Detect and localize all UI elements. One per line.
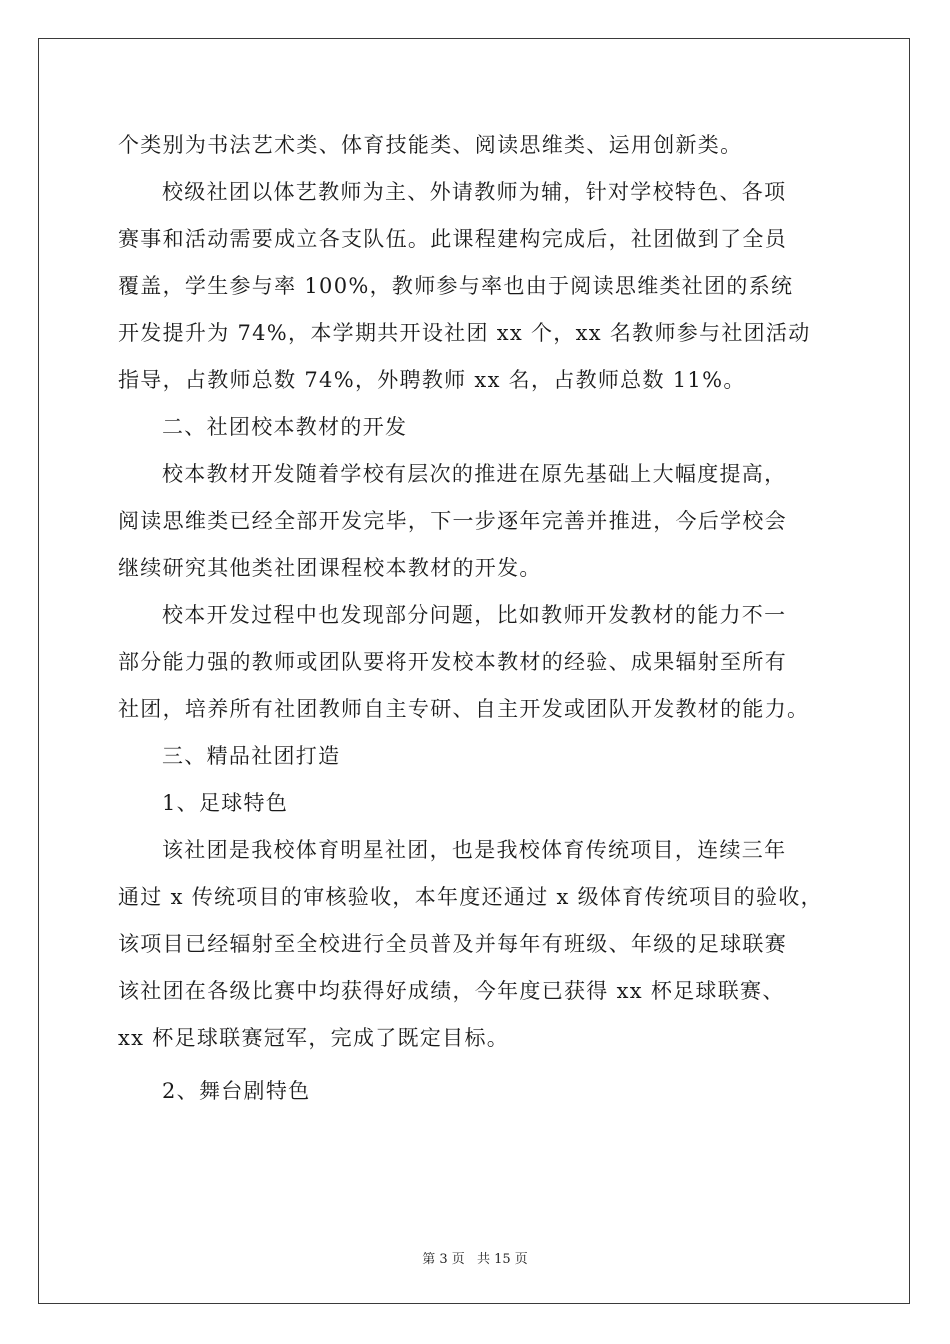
- page-number: 第 3 页: [422, 1252, 465, 1267]
- text-line: 该社团是我校体育明星社团，也是我校体育传统项目，连续三年: [162, 838, 787, 862]
- text-line: 该社团在各级比赛中均获得好成绩，今年度已获得 xx 杯足球联赛、: [118, 979, 785, 1003]
- text-line: 赛事和活动需要成立各支队伍。此课程建构完成后，社团做到了全员: [118, 227, 787, 251]
- text-line: 校本开发过程中也发现部分问题，比如教师开发教材的能力不一: [162, 603, 787, 627]
- subsection-heading: 1、足球特色: [162, 791, 289, 815]
- page-footer: [0, 1248, 950, 1267]
- text-line: 指导，占教师总数 74%，外聘教师 xx 名，占教师总数 11%。: [118, 368, 746, 392]
- text-line: 开发提升为 74%，本学期共开设社团 xx 个，xx 名教师参与社团活动: [118, 321, 811, 345]
- section-heading: 三、精品社团打造: [162, 744, 341, 768]
- text-line: 通过 x 传统项目的审核验收，本年度还通过 x 级体育传统项目的验收，: [118, 885, 823, 909]
- text-line: 阅读思维类已经全部开发完毕，下一步逐年完善并推进，今后学校会: [118, 509, 787, 533]
- text-line: 社团，培养所有社团教师自主专研、自主开发或团队开发教材的能力。: [118, 697, 810, 721]
- text-line: xx 杯足球联赛冠军，完成了既定目标。: [118, 1026, 510, 1050]
- subsection-heading: 2、舞台剧特色: [162, 1079, 311, 1103]
- document-body: [118, 122, 858, 1115]
- text-line: 覆盖，学生参与率 100%，教师参与率也由于阅读思维类社团的系统: [118, 274, 794, 298]
- text-line: 部分能力强的教师或团队要将开发校本教材的经验、成果辐射至所有: [118, 650, 787, 674]
- text-line: 校本教材开发随着学校有层次的推进在原先基础上大幅度提高，: [162, 462, 787, 486]
- section-heading: 二、社团校本教材的开发: [162, 415, 408, 439]
- text-line: 继续研究其他类社团课程校本教材的开发。: [118, 556, 542, 580]
- page-total: 共 15 页: [476, 1252, 528, 1267]
- text-line: 个类别为书法艺术类、体育技能类、阅读思维类、运用创新类。: [118, 133, 743, 157]
- text-line: 该项目已经辐射至全校进行全员普及并每年有班级、年级的足球联赛: [118, 932, 787, 956]
- text-line: 校级社团以体艺教师为主、外请教师为辅，针对学校特色、各项: [162, 180, 787, 204]
